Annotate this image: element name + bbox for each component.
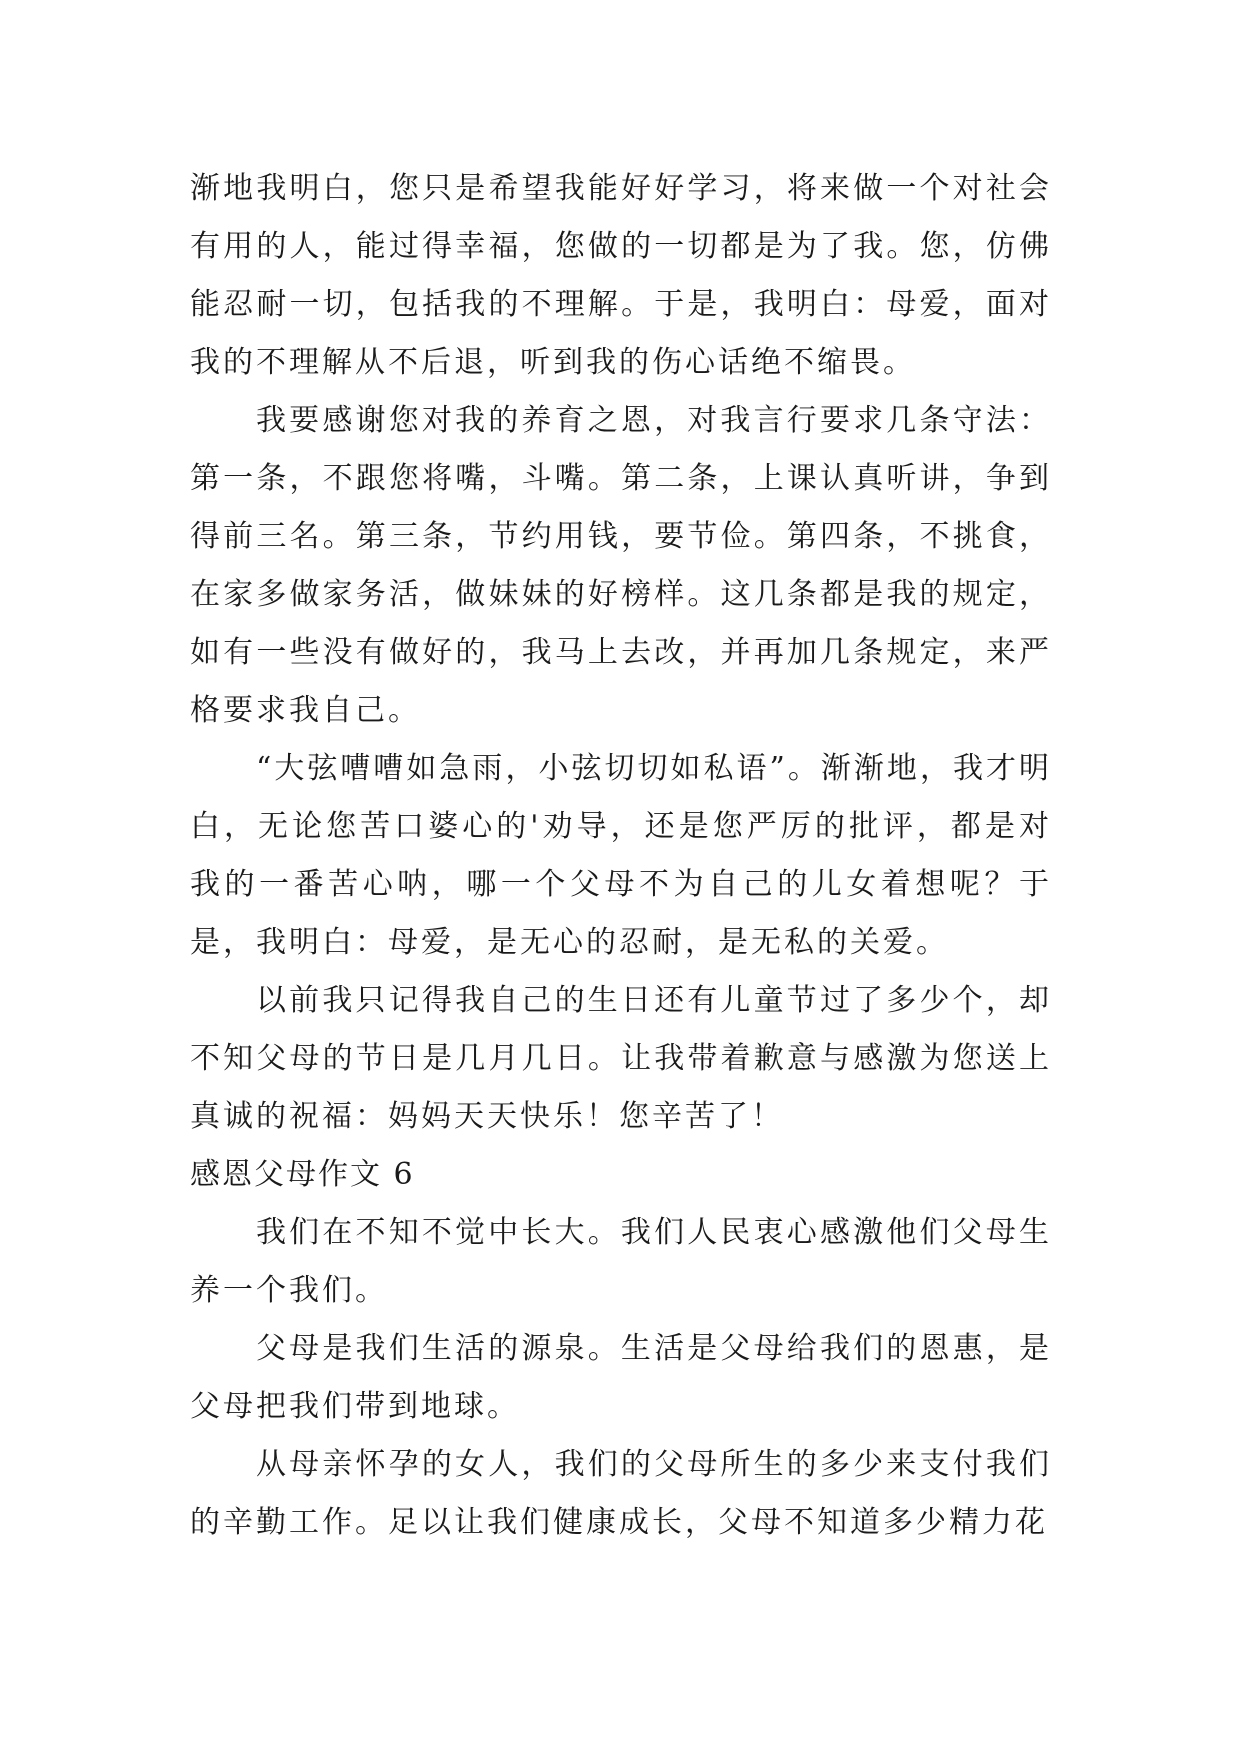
document-page <box>190 160 1052 1552</box>
paragraph-growing-up: 我们在不知不觉中长大。我们人民衷心感激他们父母生养一个我们。 <box>190 1215 1052 1308</box>
paragraph-source-of-life: 父母是我们生活的源泉。生活是父母给我们的恩惠，是父母把我们带到地球。 <box>190 1331 1052 1424</box>
paragraph-continuation: 渐地我明白，您只是希望我能好好学习，将来做一个对社会有用的人，能过得幸福，您做的一切都是为了我。您，仿佛能忍耐一切，包括我的不理解。于是，我明白：母爱，面对我的不理解从不后退，听到我的伤心话绝不缩畏。 <box>190 171 1052 380</box>
paragraph-poem-quote: “大弦嘈嘈如急雨，小弦切切如私语”。渐渐地，我才明白，无论您苦口婆心的'劝导，还是您严厉的批评，都是对我的一番苦心呐，哪一个父母不为自己的儿女着想呢？于是，我明白：母爱，是无心的忍耐，是无私的关爱。 <box>190 751 1052 960</box>
paragraph-hard-work: 从母亲怀孕的女人，我们的父母所生的多少来支付我们的辛勤工作。足以让我们健康成长，父母不知道多少精力花 <box>190 1447 1052 1540</box>
section-heading: 感恩父母作文 6 <box>190 1157 415 1192</box>
paragraph-rules: 我要感谢您对我的养育之恩，对我言行要求几条守法：第一条，不跟您将嘴，斗嘴。第二条，上课认真听讲，争到得前三名。第三条，节约用钱，要节俭。第四条，不挑食，在家多做家务活，做妹妹的好榜样。这几条都是我的规定，如有一些没有做好的，我马上去改，并再加几条规定，来严格要求我自己。 <box>190 403 1052 728</box>
paragraph-blessing: 以前我只记得我自己的生日还有儿童节过了多少个，却不知父母的节日是几月几日。让我带着歉意与感激为您送上真诚的祝福：妈妈天天快乐！您辛苦了！ <box>190 983 1052 1134</box>
